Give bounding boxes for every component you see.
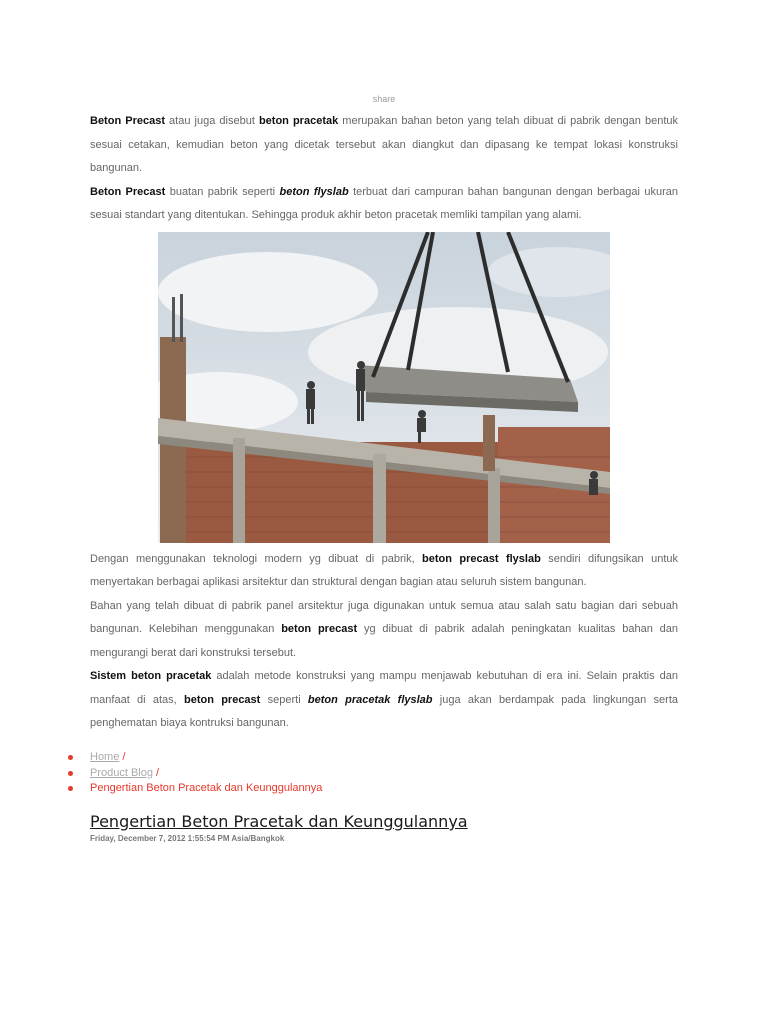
paragraph-text: seperti: [260, 693, 308, 706]
bullet-icon: [68, 771, 73, 776]
keyword-beton-precast: Beton Precast: [90, 185, 166, 198]
keyword-beton-flyslab: [280, 186, 349, 198]
breadcrumb: [68, 750, 322, 797]
breadcrumb-separator: /: [152, 766, 160, 779]
post-title[interactable]: Pengertian Beton Pracetak dan Keunggulannya: [90, 812, 468, 831]
keyword-beton-flyslab-text: beton flyslab: [279, 185, 349, 198]
keyword-beton-pracetak-flyslab-text: beton pracetak flyslab: [307, 693, 433, 706]
paragraph-text: Dengan menggunakan teknologi modern yg dibuat di pabrik,: [90, 552, 423, 565]
share-label[interactable]: share: [372, 94, 396, 104]
paragraph-text: juga akan berdampak pada lingkungan serta penghematan biaya kontruksi bangunan.: [90, 693, 678, 729]
bullet-icon: [68, 786, 73, 791]
paragraph-2: [90, 181, 678, 228]
bullet-icon: [68, 755, 73, 760]
paragraph-text: merupakan bahan beton yang telah dibuat di pabrik dengan bentuk sesuai cetakan, kemudian beton yang dicetak tersebut akan diangkut dan dipasang ke tempat lokasi konstruksi bangunan.: [90, 115, 678, 174]
paragraph-1: [90, 110, 678, 181]
breadcrumb-item-home: [68, 750, 322, 766]
paragraph-text: terbuat dari campuran bahan bangunan dengan berbagai ukuran sesuai standart yang ditentukan. Sehingga produk akhir beton pracetak memliki tampilan yang alami.: [90, 185, 678, 221]
breadcrumb-link-home[interactable]: Home: [90, 751, 120, 763]
post-date: Friday, December 7, 2012 1:55:54 PM Asia/Bangkok: [90, 834, 285, 843]
breadcrumb-item-product-blog: [68, 766, 322, 782]
breadcrumb-item-current: [68, 781, 322, 797]
paragraph-text: atau juga disebut: [164, 115, 259, 127]
breadcrumb-current-page: Pengertian Beton Pracetak dan Keunggulannya: [90, 782, 323, 794]
keyword-sistem-beton-pracetak: Sistem beton pracetak: [90, 670, 212, 682]
keyword-beton-pracetak: beton pracetak: [258, 115, 339, 127]
keyword-beton-precast: Beton Precast: [90, 115, 165, 127]
breadcrumb-separator: /: [119, 751, 126, 763]
paragraph-5: [90, 665, 678, 736]
keyword-beton-precast: beton precast: [183, 693, 261, 706]
paragraph-text: Bahan yang telah dibuat di pabrik panel arsitektur juga digunakan untuk semua atau salah satu bagian dari sebuah bangunan. Kelebihan menggunakan: [90, 599, 678, 635]
article-body: [90, 110, 678, 736]
construction-photo: [158, 232, 610, 543]
paragraph-text: yg dibuat di pabrik adalah peningkatan kualitas bahan dan mengurangi berat dari konstruksi tersebut.: [90, 623, 679, 659]
paragraph-text: adalah metode konstruksi yang mampu menjawab kebutuhan di era ini. Selain praktis dan manfaat di atas,: [90, 670, 678, 706]
paragraph-3: [90, 548, 678, 595]
paragraph-text: buatan pabrik seperti: [165, 185, 280, 198]
keyword-beton-pracetak-flyslab: [308, 694, 433, 706]
breadcrumb-link-product-blog[interactable]: Product Blog: [90, 766, 153, 779]
keyword-beton-precast-flyslab: beton precast flyslab: [422, 552, 541, 565]
paragraph-4: [90, 595, 678, 666]
keyword-beton-precast: beton precast: [281, 623, 358, 635]
paragraph-text: sendiri difungsikan untuk menyertakan berbagai aplikasi arsitektur dan struktural dengan bagian atau seluruh sistem bangunan.: [90, 552, 678, 588]
